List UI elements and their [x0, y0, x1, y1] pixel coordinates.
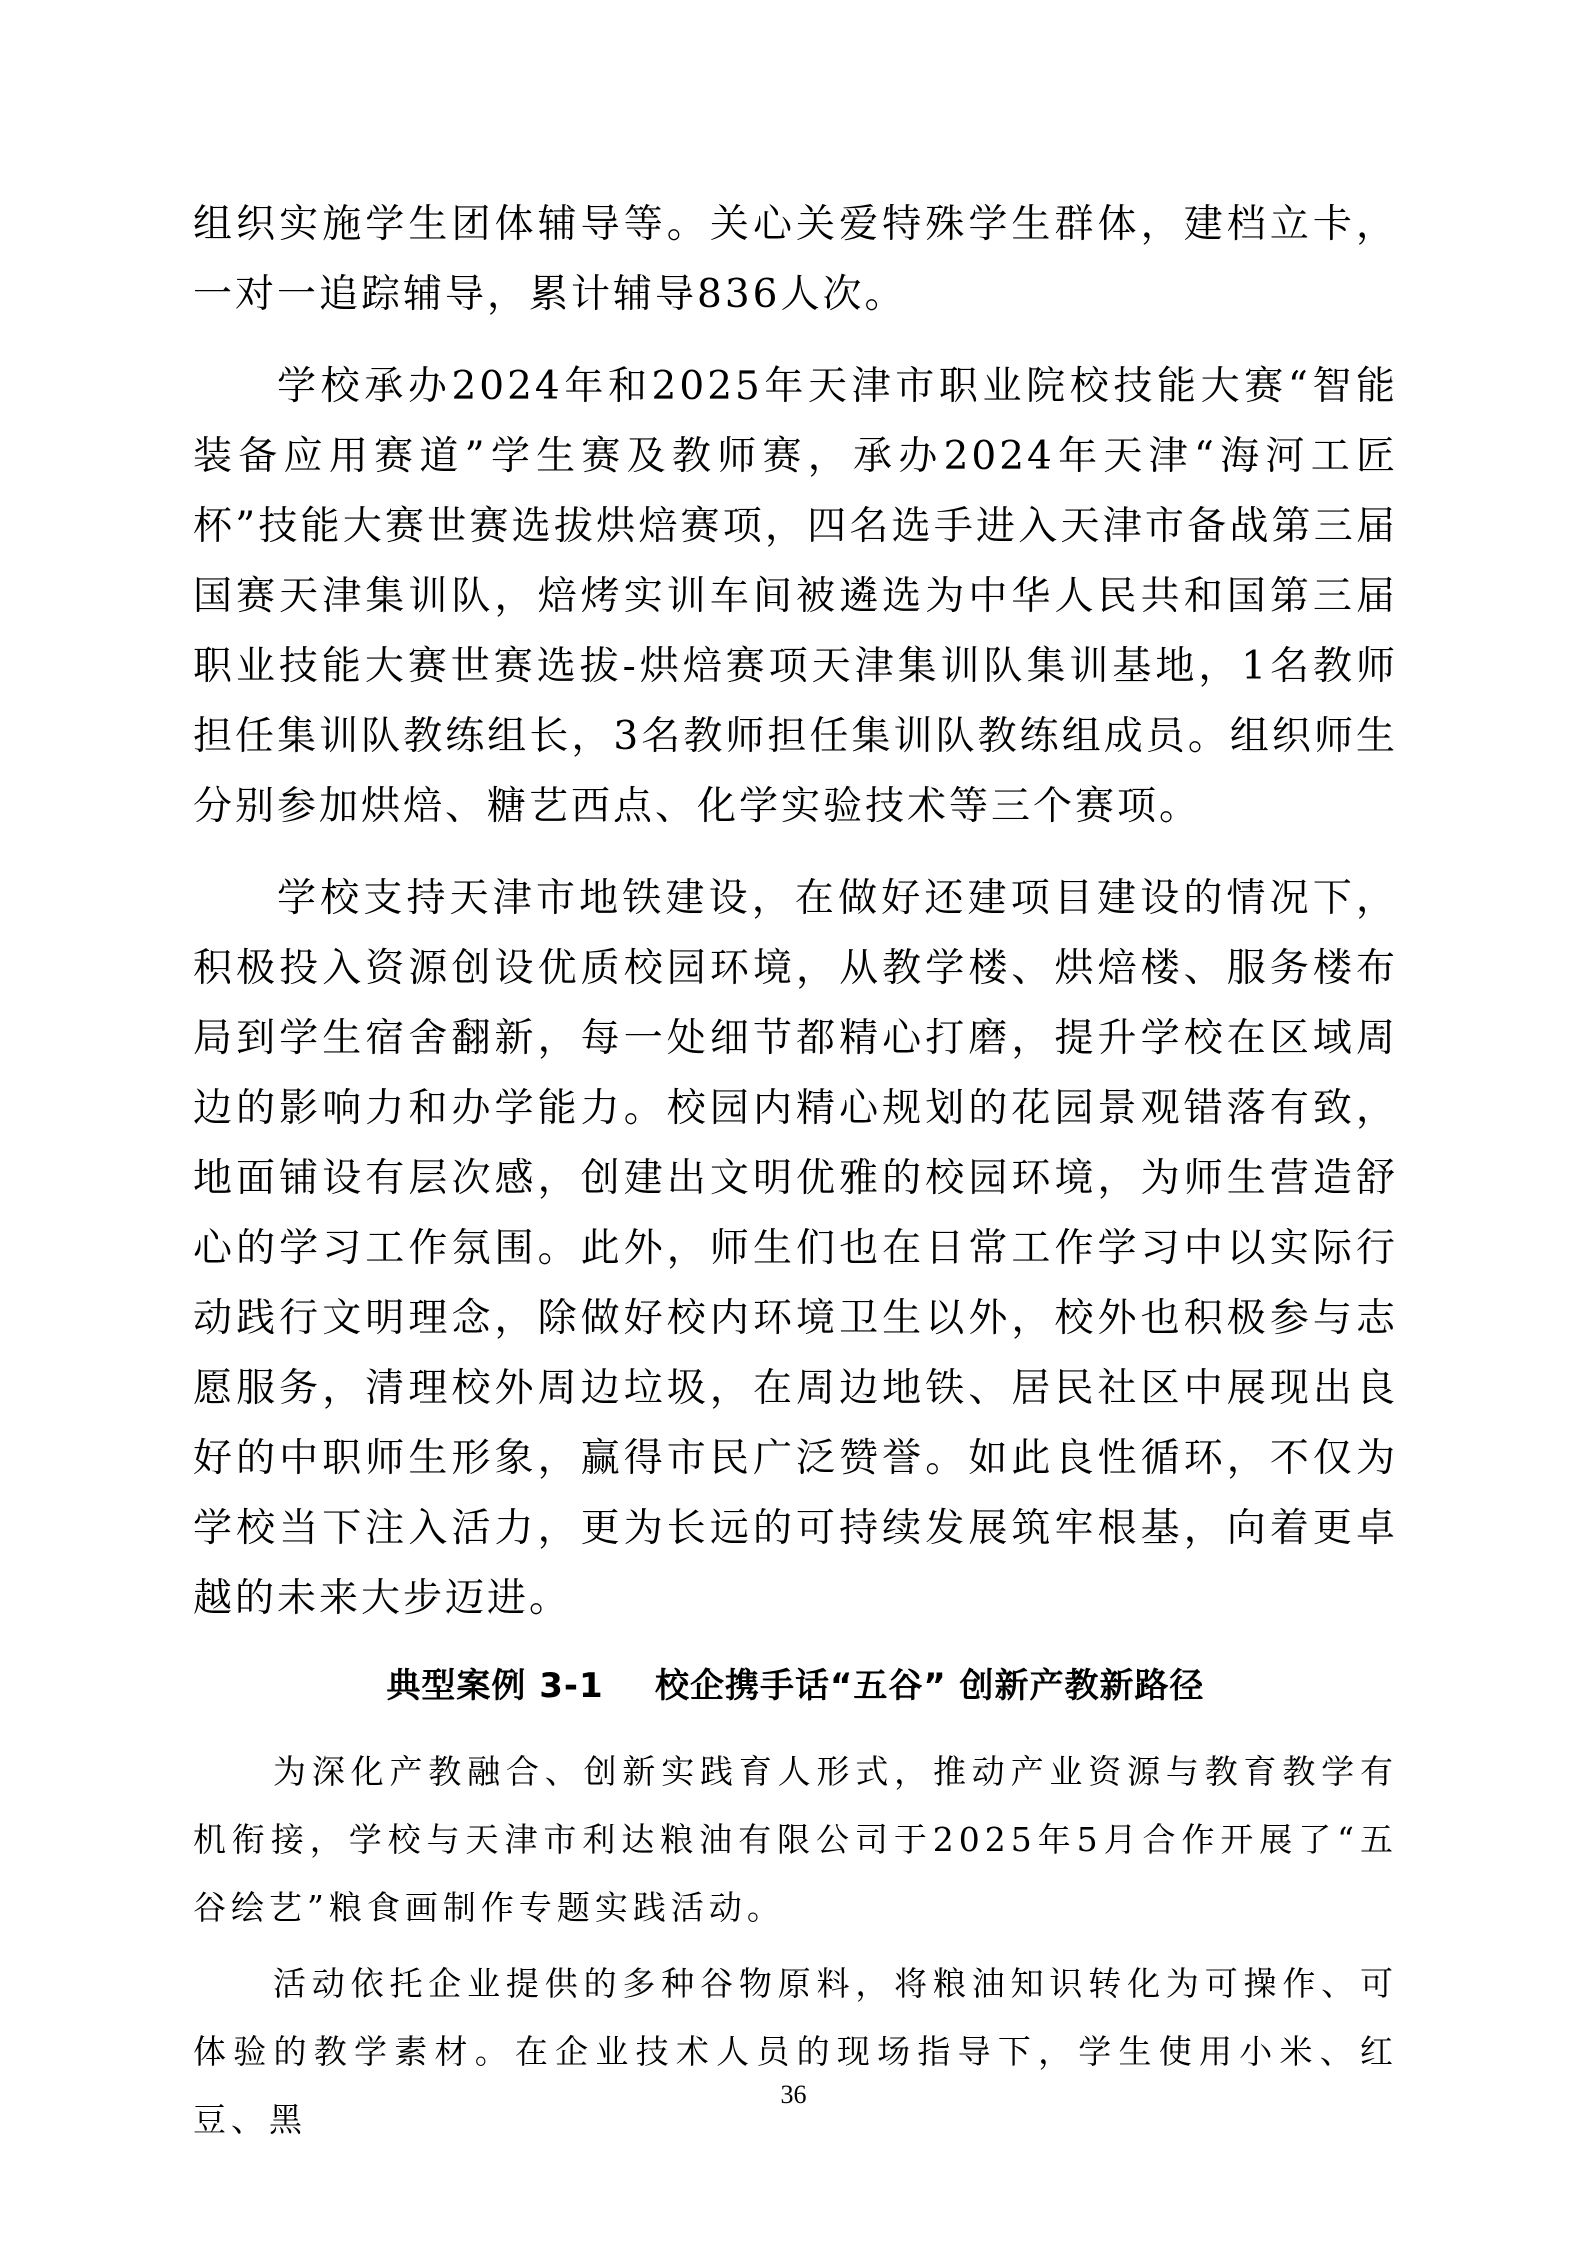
- document-page: [193, 190, 1398, 2162]
- case-paragraph-activity: 活动依托企业提供的多种谷物原料，将粮油知识转化为可操作、可体验的教学素材。在企业技术人员的现场指导下，学生使用小米、红豆、黑: [193, 1964, 1398, 2139]
- case-paragraph-intro: 为深化产教融合、创新实践育人形式，推动产业资源与教育教学有机衔接，学校与天津市利达粮油有限公司于2025年5月合作开展了“五谷绘艺”粮食画制作专题实践活动。: [193, 1752, 1398, 1927]
- case-study-title: 典型案例 3-1 校企携手话“五谷” 创新产教新路径: [386, 1666, 1205, 1706]
- paragraph-competitions: 学校承办2024年和2025年天津市职业院校技能大赛“智能装备应用赛道”学生赛及教师赛，承办2024年天津“海河工匠杯”技能大赛世赛选拔烘焙赛项，四名选手进入天津市备战第三届国赛天津集训队，焙烤实训车间被遴选为中华人民共和国第三届职业技能大赛世赛选拔-烘焙赛项天津集训队集训基地，1名教师担任集训队教练组长，3名教师担任集训队教练组成员。组织师生分别参加烘焙、糖艺西点、化学实验技术等三个赛项。: [193, 364, 1398, 829]
- paragraph-continuation: 组织实施学生团体辅导等。关心关爱特殊学生群体，建档立卡，一对一追踪辅导，累计辅导836人次。: [193, 202, 1398, 317]
- page-number: 36: [780, 2080, 807, 2109]
- paragraph-campus-environment: 学校支持天津市地铁建设，在做好还建项目建设的情况下，积极投入资源创设优质校园环境，从教学楼、烘焙楼、服务楼布局到学生宿舍翻新，每一处细节都精心打磨，提升学校在区域周边的影响力和办学能力。校园内精心规划的花园景观错落有致，地面铺设有层次感，创建出文明优雅的校园环境，为师生营造舒心的学习工作氛围。此外，师生们也在日常工作学习中以实际行动践行文明理念，除做好校内环境卫生以外，校外也积极参与志愿服务，清理校外周边垃圾，在周边地铁、居民社区中展现出良好的中职师生形象，赢得市民广泛赞誉。如此良性循环，不仅为学校当下注入活力，更为长远的可持续发展筑牢根基，向着更卓越的未来大步迈进。: [193, 876, 1398, 1621]
